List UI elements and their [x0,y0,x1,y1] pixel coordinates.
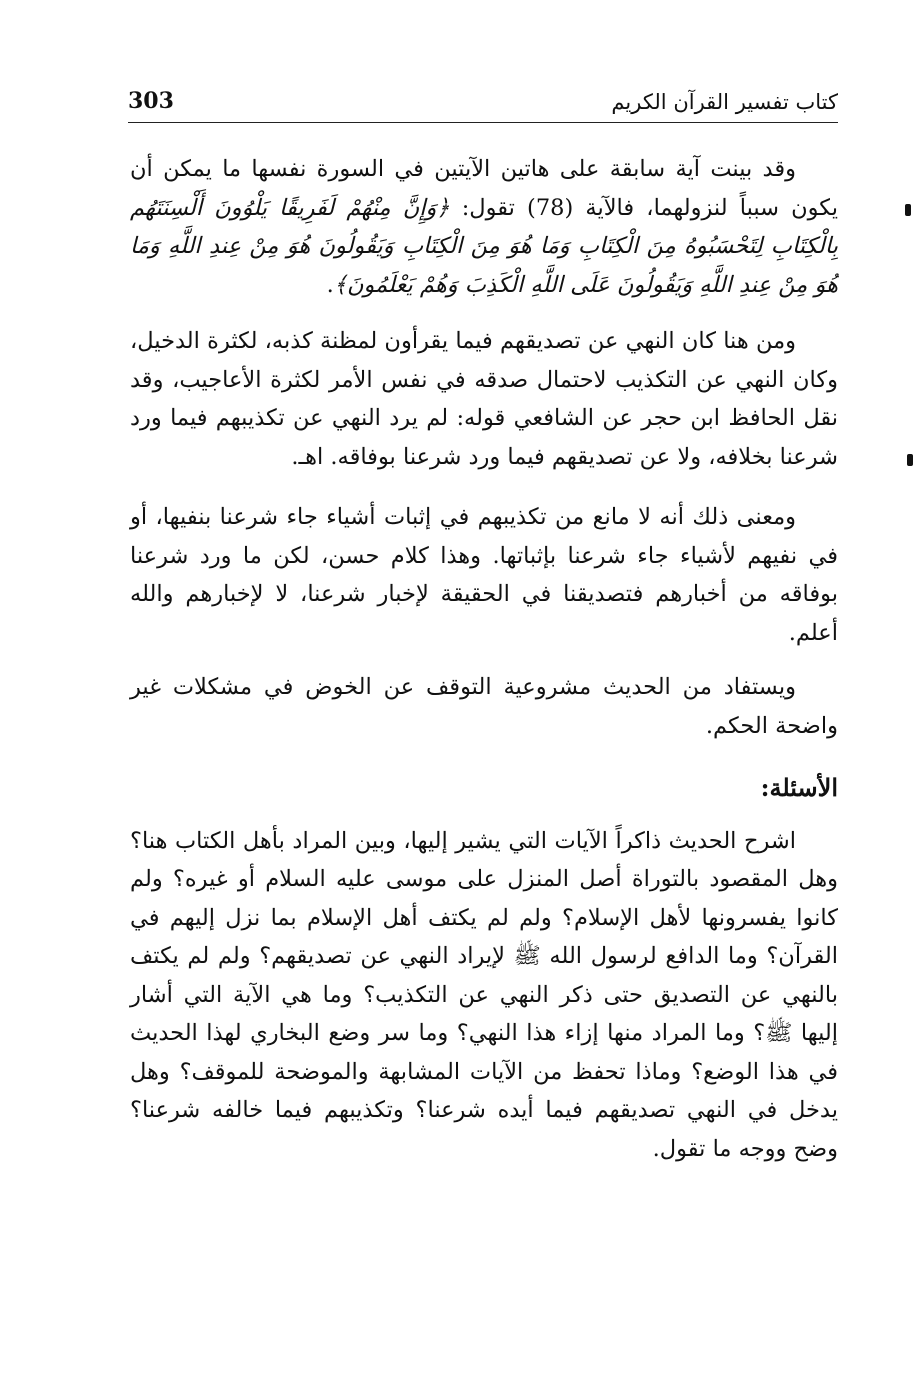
paragraph-meaning: ومعنى ذلك أنه لا مانع من تكذيبهم في إثبات أشياء جاء شرعنا بنفيها، أو في نفيهم لأشياء جاء شرعنا بإثباتها. وهذا كلام حسن، لكن ما ورد شرعنا بوفاقه من أخبارهم فتصديقنا في الحقيقة لإخبار شرعنا، لا لإخبارهم والله أعلم. [130,504,838,646]
quran-verse: ﴿وَإِنَّ مِنْهُمْ لَفَرِيقًا يَلْوُونَ أَلْسِنَتَهُم بِالْكِتَابِ لِتَحْسَبُوهُ مِنَ الْكِتَابِ وَمَا هُوَ مِنَ الْكِتَابِ وَيَقُولُونَ هُوَ مِنْ عِندِ اللَّهِ وَمَا هُوَ مِنْ عِندِ اللَّهِ وَيَقُولُونَ عَلَى اللَّهِ الْكَذِبَ وَهُمْ يَعْلَمُونَ﴾ [130,194,838,298]
margin-ink-mark [905,204,911,216]
margin-ink-mark [907,454,913,466]
paragraph-text: وقد بينت آية سابقة على هاتين الآيتين في السورة نفسها ما يمكن أن يكون سبباً لنزولهما، فالآية (78) تقول: [130,156,838,221]
page-header [128,86,838,123]
paragraph-verse-context [130,150,838,304]
paragraph-prohibition: ومن هنا كان النهي عن تصديقهم فيما يقرأون لمظنة كذبه، لكثرة الدخيل، وكان النهي عن التكذيب لاحتمال صدقه في نفس الأمر لكثرة الأعاجيب، وقد نقل الحافظ ابن حجر عن الشافعي قوله: لم يرد النهي عن تكذيبهم فيما ورد شرعنا بخلافه، ولا عن تصديقهم فيما ورد شرعنا بوفاقه. اهـ. [130,328,838,470]
page-number: 303 [128,88,174,114]
sentence-end: . [326,271,334,298]
paragraph-benefit: ويستفاد من الحديث مشروعية التوقف عن الخوض في مشكلات غير واضحة الحكم. [130,674,838,739]
questions-heading: الأسئلة: [760,773,838,802]
page-body [130,150,838,1168]
running-title: كتاب تفسير القرآن الكريم [611,90,838,114]
paragraph-questions: اشرح الحديث ذاكراً الآيات التي يشير إليها، وبين المراد بأهل الكتاب هنا؟ وهل المقصود بالتوراة أصل المنزل على موسى عليه السلام أو غيره؟ ولم كانوا يفسرونها لأهل الإسلام؟ ولم لم يكتف أهل الإسلام بما نزل إليهم في القرآن؟ وما الدافع لرسول الله ﷺ لإيراد النهي عن تصديقهم؟ ولم لم يكتف بالنهي عن التصديق حتى ذكر النهي عن التكذيب؟ وما هي الآية التي أشار إليها ﷺ؟ وما المراد منها إزاء هذا النهي؟ وما سر وضع البخاري لهذا الحديث في هذا الوضع؟ وماذا تحفظ من الآيات المشابهة والموضحة للموقف؟ وهل يدخل في النهي تصديقهم فيما أيده شرعنا؟ وتكذيبهم فيما خالفه شرعنا؟ وضح ووجه ما تقول. [130,827,838,1162]
